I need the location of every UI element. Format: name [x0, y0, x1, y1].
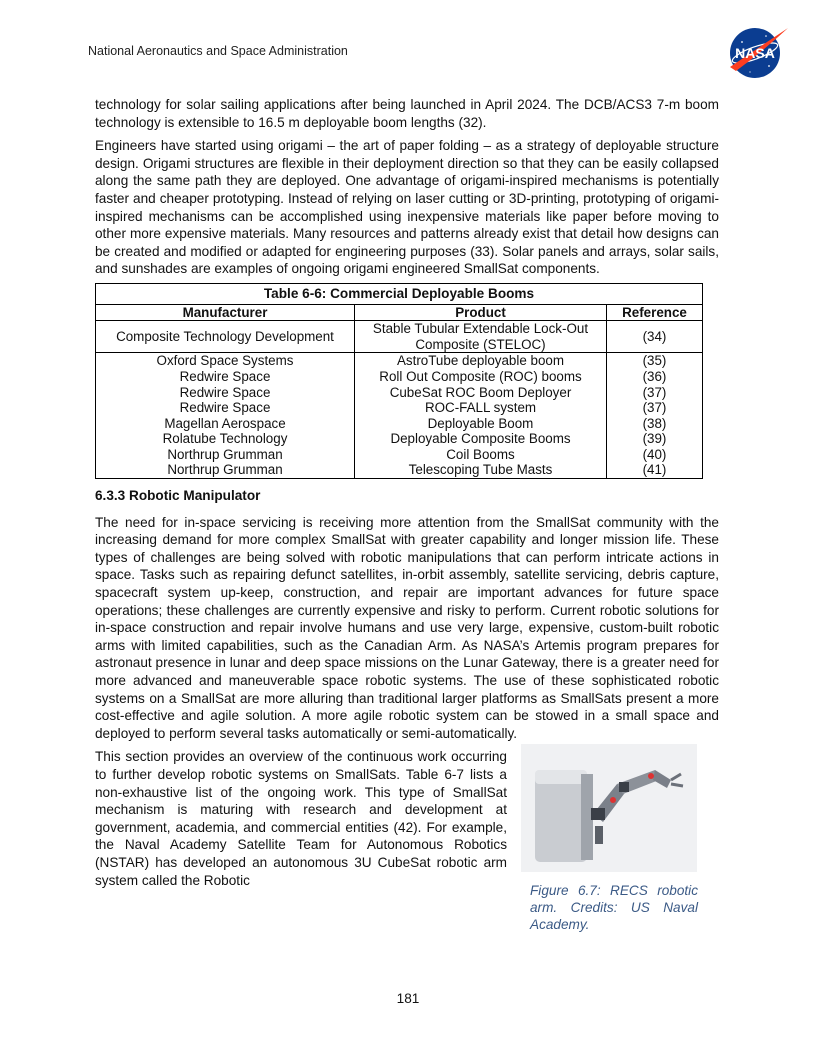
page-number: 181: [396, 991, 420, 1006]
cell-product: ROC-FALL system: [355, 400, 607, 416]
svg-text:NASA: NASA: [735, 45, 775, 61]
cell-product: Coil Booms: [355, 447, 607, 463]
table-caption: Table 6-6: Commercial Deployable Booms: [95, 283, 703, 304]
table-row: [96, 321, 703, 353]
cell-manufacturer: Magellan Aerospace: [96, 416, 355, 432]
table-row: [96, 462, 703, 478]
cell-product: AstroTube deployable boom: [355, 353, 607, 369]
page-body: [95, 96, 719, 933]
nasa-logo: [722, 22, 792, 82]
cell-product: Roll Out Composite (ROC) booms: [355, 369, 607, 385]
robotic-arm-image: [521, 744, 697, 872]
cell-manufacturer: Redwire Space: [96, 369, 355, 385]
paragraph-robotic-need: The need for in-space servicing is receiving more attention from the SmallSat community with the increasing demand for more complex SmallSat with greater capability and longer mission life. These types of challenges are being solved with robotic manipulations that can perform intricate actions in space. Tasks such as repairing defunct satellites, in-orbit assembly, satellite servicing, debris capture, spacecraft system up-keep, construction, and repair are important advances for future space operations; these challenges are currently expensive and risky to perform. Current robotic solutions for in-space construction and repair involve humans and use very large, expensive, custom-built robotic arms with limited capabilities, such as the Canadian Arm. As NASA’s Artemis program prepares for astronaut presence in lunar and deep space missions on the Lunar Gateway, there is a greater need for more advanced and maneuverable space robotic systems. The use of these sophisticated robotic systems on a SmallSat are more alluring than traditional larger platforms as SmallSats present a more cost-effective and agile solution. A more agile robotic system can be stowed in a small space and deployed to perform several tasks automatically or semi-automatically.: [95, 514, 719, 741]
paragraph-solar-sailing: technology for solar sailing applications after being launched in April 2024. The DCB/ACS3 7-m boom technology is extensible to 16.5 m deployable boom lengths (32).: [95, 97, 719, 130]
cell-manufacturer: Northrup Grumman: [96, 462, 355, 478]
table-header-product: Product: [355, 304, 607, 321]
cell-product: Deployable Composite Booms: [355, 431, 607, 447]
cell-manufacturer: Oxford Space Systems: [96, 353, 355, 369]
table-row: [96, 431, 703, 447]
deployable-booms-table: [95, 283, 703, 479]
cell-product: Deployable Boom: [355, 416, 607, 432]
cell-manufacturer: Redwire Space: [96, 385, 355, 401]
cell-reference: (35): [607, 353, 703, 369]
section-heading: 6.3.3 Robotic Manipulator: [95, 488, 261, 504]
table-row: [96, 400, 703, 416]
cell-reference: (37): [607, 385, 703, 401]
organization-name: National Aeronautics and Space Administration: [88, 44, 348, 58]
cell-reference: (41): [607, 462, 703, 478]
cell-reference: (38): [607, 416, 703, 432]
paragraph-origami: Engineers have started using origami – the art of paper folding – as a strategy of deployable structure design. Origami structures are flexible in their deployment direction so that they can be easily collapsed along the same path they are deployed. One advantage of origami-inspired mechanisms is potentially faster and cheaper prototyping. Instead of relying on laser cutting or 3D-printing, prototyping of origami-inspired mechanisms can be accomplished using inexpensive materials like paper before moving to other more expensive materials. Many resources and patterns already exist that detail how designs can be created and modified or adapted for engineering purposes (33). Solar panels and arrays, solar sails, and sunshades are examples of ongoing origami engineered SmallSat components.: [95, 138, 719, 277]
cell-manufacturer: Rolatube Technology: [96, 431, 355, 447]
table-row: [96, 447, 703, 463]
table-header-manufacturer: Manufacturer: [96, 304, 355, 321]
table-row: [96, 369, 703, 385]
cell-manufacturer: Northrup Grumman: [96, 447, 355, 463]
figure-recs-arm: [521, 744, 721, 933]
cell-reference: (37): [607, 400, 703, 416]
cell-reference: (39): [607, 431, 703, 447]
cell-reference: (40): [607, 447, 703, 463]
cell-product: Telescoping Tube Masts: [355, 462, 607, 478]
table-row: [96, 416, 703, 432]
cell-reference: (36): [607, 369, 703, 385]
cell-product: Stable Tubular Extendable Lock-Out Composite (STELOC): [355, 321, 607, 353]
table-row: [96, 385, 703, 401]
cell-product: CubeSat ROC Boom Deployer: [355, 385, 607, 401]
table-row: [96, 353, 703, 369]
cell-manufacturer: Composite Technology Development: [96, 321, 355, 353]
table-header-reference: Reference: [607, 304, 703, 321]
robotic-manipulator-section: [95, 514, 719, 933]
cell-reference: (34): [607, 321, 703, 353]
cell-manufacturer: Redwire Space: [96, 400, 355, 416]
paragraph-section-overview: This section provides an overview of the continuous work occurring to further develop robotic systems on SmallSats. Table 6-7 lists a non-exhaustive list of the ongoing work. This type of SmallSat mechanism is maturing with research and development at government, academia, and commercial entities (42). For example, the Naval Academy Satellite Team for Autonomous Robotics (NSTAR) has developed an autonomous 3U CubeSat robotic arm system called the Robotic: [95, 749, 507, 888]
figure-caption: Figure 6.7: RECS robotic arm. Credits: US Naval Academy.: [530, 883, 698, 933]
